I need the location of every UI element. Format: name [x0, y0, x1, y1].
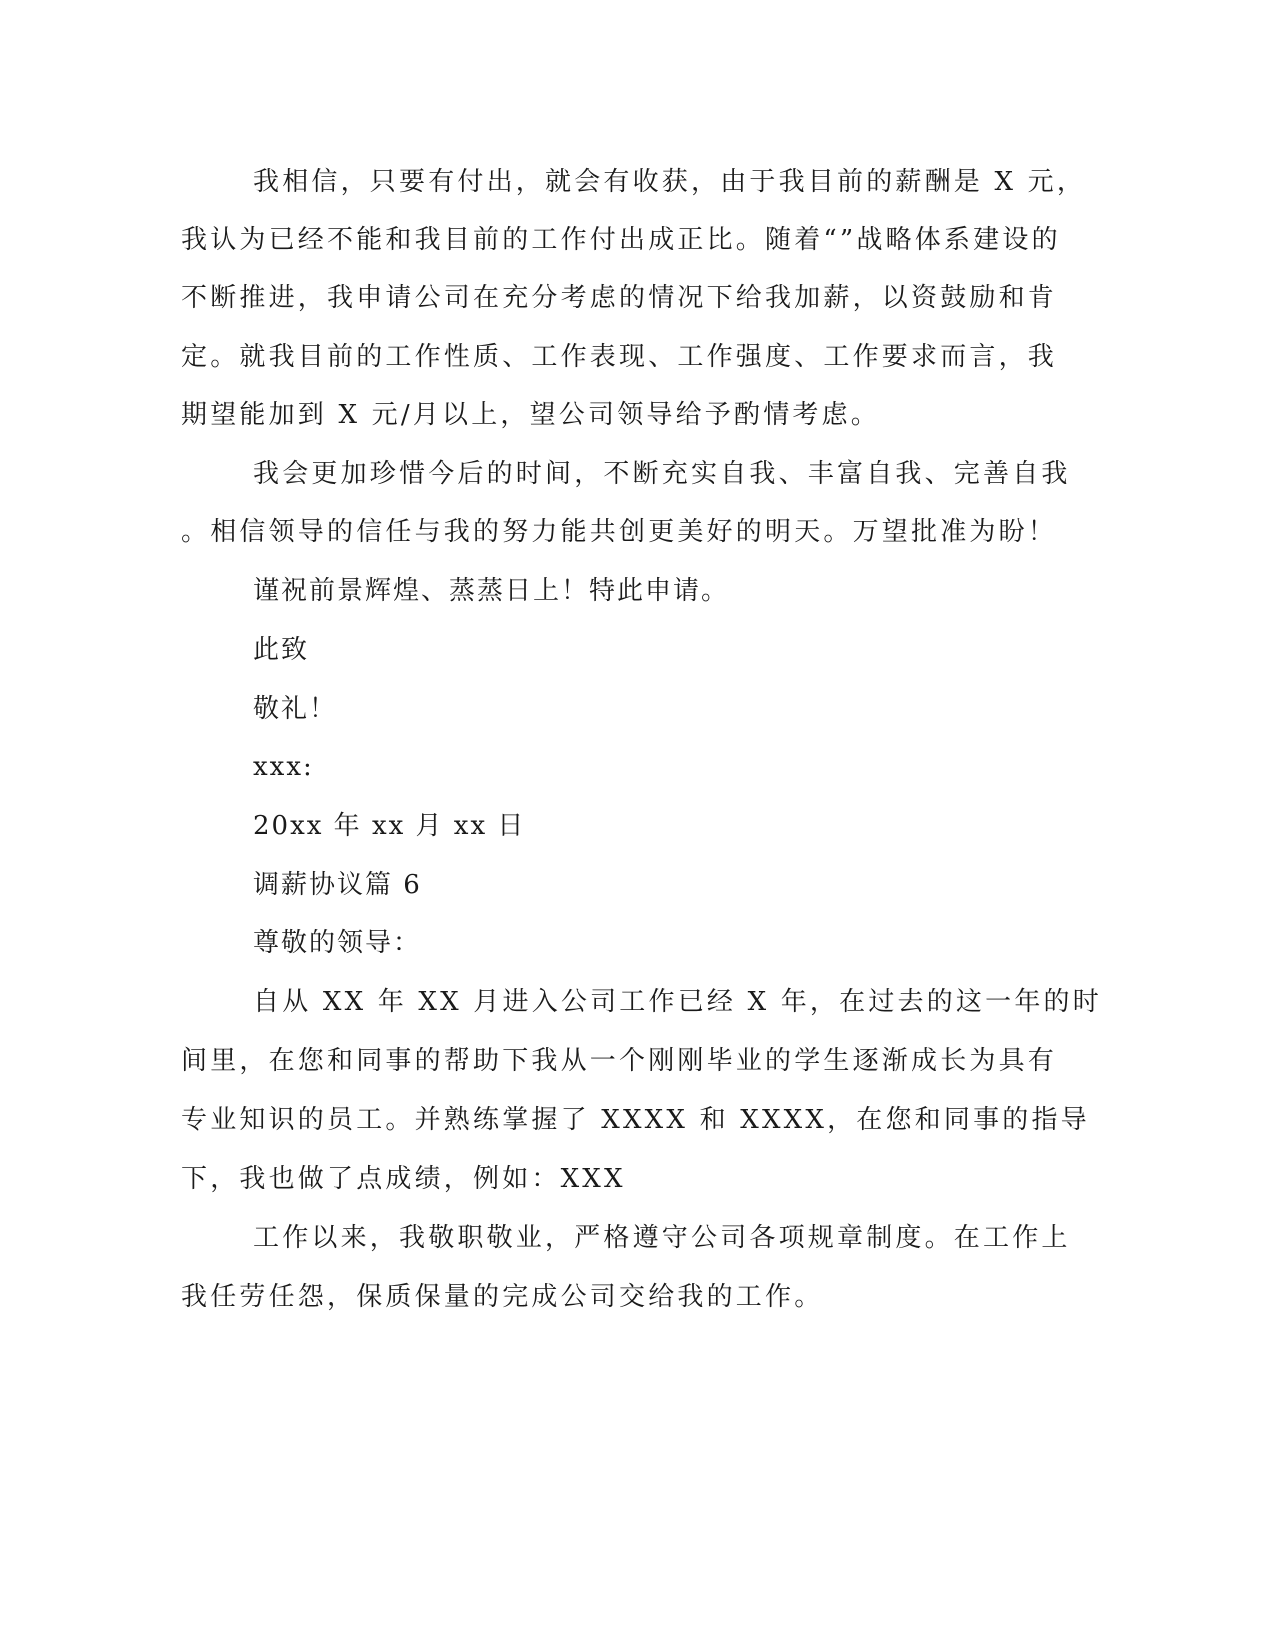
paragraph-1-line-4: 定。就我目前的工作性质、工作表现、工作强度、工作要求而言，我	[181, 342, 1058, 372]
paragraph-1-line-3: 不断推进，我申请公司在充分考虑的情况下给我加薪，以资鼓励和肯	[181, 283, 1058, 313]
paragraph-2-line-2: 。相信领导的信任与我的努力能共创更美好的明天。万望批准为盼！	[181, 517, 1058, 547]
paragraph-1-line-2: 我认为已经不能和我目前的工作付出成正比。随着“”战略体系建设的	[181, 225, 1061, 255]
paragraph-2-line-1: 我会更加珍惜今后的时间，不断充实自我、丰富自我、完善自我	[253, 459, 1071, 489]
salutation-cizhi: 此致	[253, 635, 310, 665]
paragraph-1-line-5: 期望能加到 X 元/月以上，望公司领导给予酌情考虑。	[181, 400, 880, 430]
paragraph-1-line-1: 我相信，只要有付出，就会有收获，由于我目前的薪酬是 X 元，	[253, 167, 1087, 197]
section-heading: 调薪协议篇 6	[253, 870, 422, 900]
paragraph-4-line-1: 工作以来，我敬职敬业，严格遵守公司各项规章制度。在工作上	[253, 1223, 1071, 1253]
signature-date: 20xx 年 xx 月 xx 日	[253, 811, 526, 841]
signature-name: xxx:	[253, 752, 314, 782]
paragraph-3-line-1: 自从 XX 年 XX 月进入公司工作已经 X 年，在过去的这一年的时	[253, 987, 1102, 1017]
salutation-jingli: 敬礼！	[253, 694, 338, 724]
paragraph-3-line-3: 专业知识的员工。并熟练掌握了 XXXX 和 XXXX，在您和同事的指导	[181, 1105, 1090, 1135]
paragraph-3-line-2: 间里，在您和同事的帮助下我从一个刚刚毕业的学生逐渐成长为具有	[181, 1046, 1058, 1076]
closing-wish: 谨祝前景辉煌、蒸蒸日上！特此申请。	[253, 576, 730, 606]
paragraph-4-line-2: 我任劳任怨，保质保量的完成公司交给我的工作。	[181, 1282, 824, 1312]
paragraph-3-line-4: 下，我也做了点成绩，例如：XXX	[181, 1164, 626, 1194]
greeting: 尊敬的领导：	[253, 928, 422, 958]
